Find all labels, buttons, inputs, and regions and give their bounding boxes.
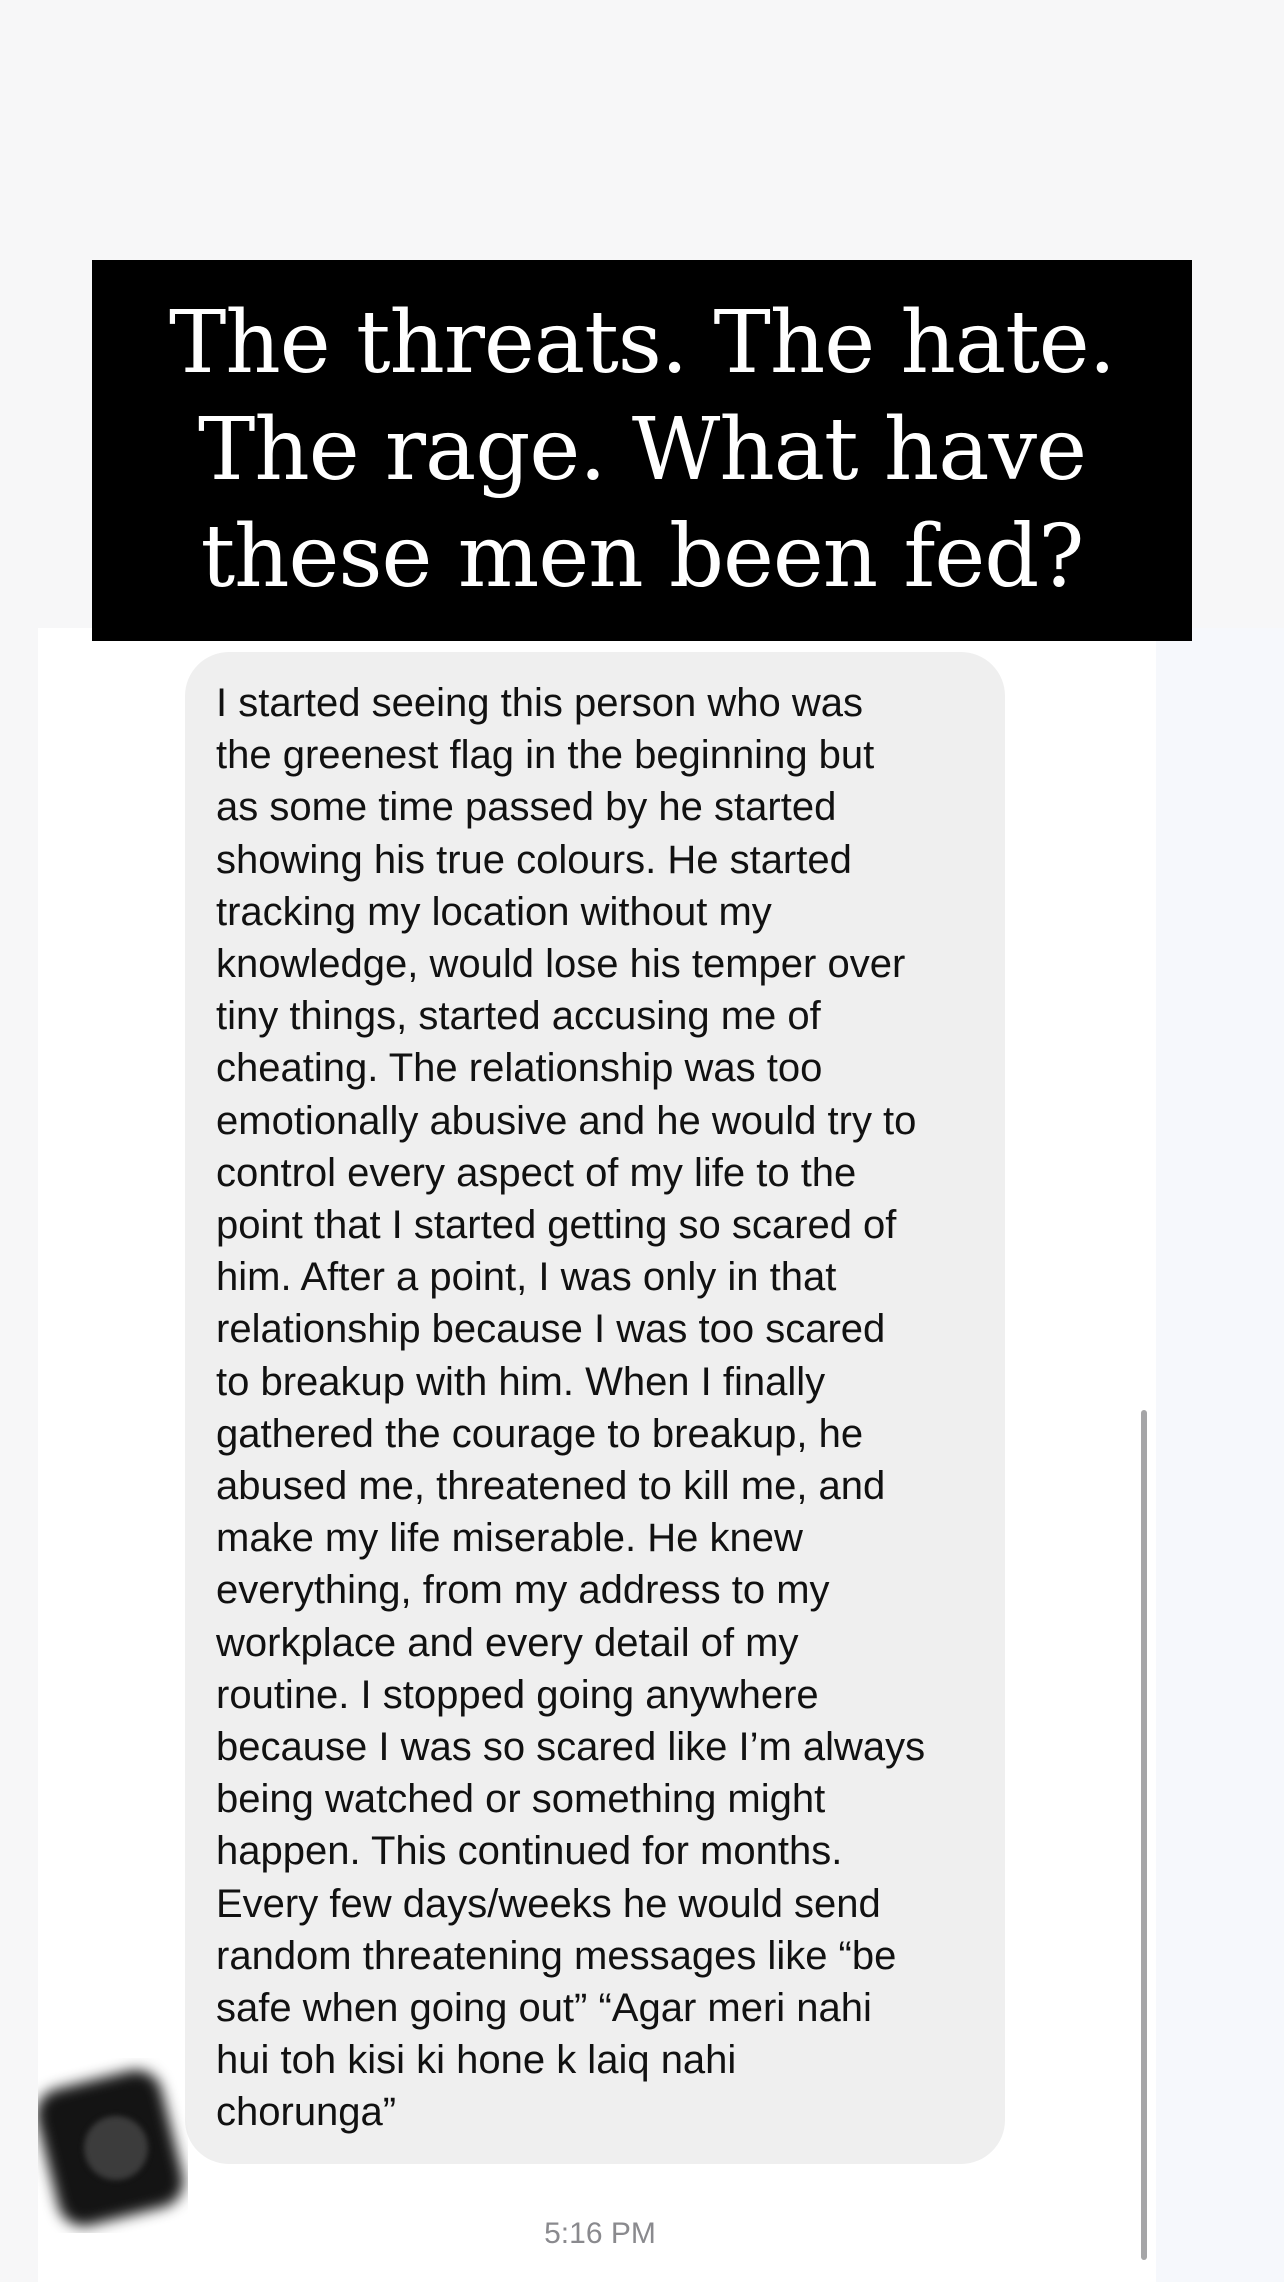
sender-avatar[interactable] [38, 2058, 188, 2233]
message-timestamp: 5:16 PM [544, 2217, 656, 2250]
message-bubble[interactable] [185, 652, 1005, 2164]
scrollbar-thumb[interactable] [1141, 1410, 1147, 2260]
avatar-image [84, 2116, 148, 2180]
headline-banner [92, 260, 1192, 641]
message-text: I started seeing this person who was the greenest flag in the beginning but as some time passed by he started showing his true colours. He started tracking my location without my knowledge, would lose his temper over tiny things, started accusing me of cheating. The relationship was too emotionally abusive and he would try to control every aspect of my life to the point that I started getting so scared of him. After a point, I was only in that relationship because I was too scared to breakup with him. When I finally gathered the courage to breakup, he abused me, threatened to kill me, and make my life miserable. He knew everything, from my address to my workplace and every detail of my routine. I stopped going anywhere because I was so scared like I’m always being watched or something might happen. This continued for months. Every few days/weeks he would send random threatening messages like “be safe when going out” “Agar meri nahi hui toh kisi ki hone k laiq nahi chorunga” [216, 681, 926, 2135]
chat-screenshot-margin [1156, 628, 1284, 2282]
headline-text: The threats. The hate. The rage. What have these men been fed? [168, 293, 1115, 607]
